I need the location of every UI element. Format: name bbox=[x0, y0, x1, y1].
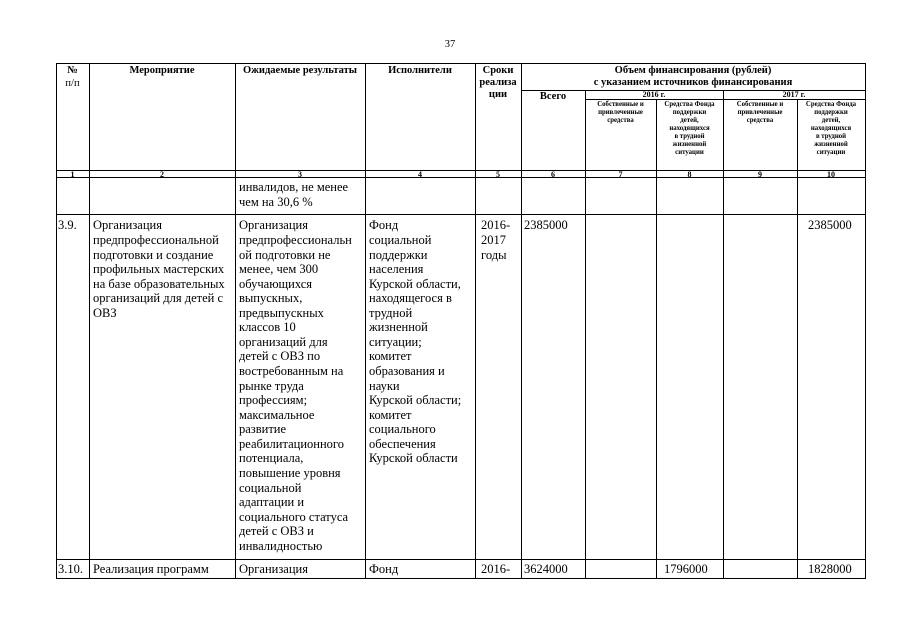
row39-executors-line: социального bbox=[369, 422, 436, 436]
row39-event-line: предпрофессиональной bbox=[93, 233, 219, 247]
header-fund-2017-1: Средства Фонда bbox=[805, 101, 857, 108]
row39-terms-line: 2017 bbox=[481, 233, 506, 247]
row39-executors-line: ситуации; bbox=[369, 335, 422, 349]
row39-results-line: повышение уровня bbox=[239, 466, 341, 480]
row39-results-line: востребованным на bbox=[239, 364, 344, 378]
row310-number: 3.10. bbox=[58, 562, 83, 576]
row39-results-line: выпускных, bbox=[239, 291, 303, 305]
header-fund-2016-3: детей, bbox=[680, 117, 699, 124]
header-fund-2016-7: ситуации bbox=[675, 149, 704, 156]
col-number-1: 1 bbox=[70, 170, 75, 179]
row39-executors-line: образования и bbox=[369, 364, 445, 378]
row39-executors-line: науки bbox=[369, 379, 400, 393]
header-fund-2016-4: находящихся bbox=[669, 125, 710, 132]
row39-results-line: Организация bbox=[239, 218, 308, 232]
row39-executors-line: жизненной bbox=[369, 320, 428, 334]
header-year-2016: 2016 г. bbox=[642, 90, 666, 99]
row310-terms: 2016- bbox=[481, 562, 511, 576]
header-fund-2017-6: жизненной bbox=[814, 141, 848, 148]
header-fund-2017-2: поддержки bbox=[814, 109, 848, 116]
row39-fund-2017: 2385000 bbox=[808, 218, 852, 232]
header-own-2017-3: средства bbox=[746, 117, 774, 124]
row39-number: 3.9. bbox=[58, 218, 77, 232]
row39-executors-line: поддержки bbox=[369, 248, 428, 262]
header-fund-2016-6: жизненной bbox=[672, 141, 707, 148]
row0-results-line-2: чем на 30,6 % bbox=[239, 195, 313, 209]
row39-executors-line: Фонд bbox=[369, 218, 399, 232]
row39-results-line: предпрофессиональн bbox=[239, 233, 352, 247]
header-own-2016-3: средства bbox=[607, 117, 634, 124]
header-fund-2017-3: детей, bbox=[821, 117, 841, 124]
header-no-sub: п/п bbox=[65, 78, 80, 89]
row39-executors-line: социальной bbox=[369, 233, 432, 247]
col-number-9: 9 bbox=[758, 170, 762, 179]
row39-executors-line: Курской области bbox=[369, 451, 458, 465]
row39-results-line: максимальное bbox=[239, 408, 315, 422]
row39-event-line: организаций для детей с bbox=[93, 291, 223, 305]
row39-event-line: профильных мастерских bbox=[93, 262, 225, 276]
header-fund-2017-4: находящихся bbox=[810, 125, 852, 132]
header-event: Мероприятие bbox=[129, 65, 195, 76]
header-fund-2016-1: Средства Фонда bbox=[664, 101, 715, 108]
row39-executors-line: комитет bbox=[369, 408, 412, 422]
col-number-7: 7 bbox=[618, 170, 623, 179]
header-terms-2: реализа bbox=[479, 77, 517, 88]
row310-event: Реализация программ bbox=[93, 562, 209, 576]
row39-event-line: ОВЗ bbox=[93, 306, 117, 320]
row0-results-line-1: инвалидов, не менее bbox=[239, 180, 349, 194]
row39-event-line: на базе образовательных bbox=[93, 277, 225, 291]
header-executors: Исполнители bbox=[388, 65, 452, 76]
row310-executors: Фонд bbox=[369, 562, 399, 576]
row39-executors-line: обеспечения bbox=[369, 437, 436, 451]
row39-results-line: обучающихся bbox=[239, 277, 313, 291]
header-fund-2016-2: поддержки bbox=[672, 109, 707, 116]
row39-results-line: предвыпускных bbox=[239, 306, 324, 320]
row39-executors-line: населения bbox=[369, 262, 424, 276]
col-number-4: 4 bbox=[418, 170, 422, 179]
row39-results-line: классов 10 bbox=[239, 320, 296, 334]
col-number-6: 6 bbox=[551, 170, 555, 179]
row39-results-line: адаптации и bbox=[239, 495, 305, 509]
header-own-2017-2: привлеченные bbox=[737, 109, 783, 116]
header-terms-3: ции bbox=[488, 89, 508, 100]
row39-event-line: подготовки и создание bbox=[93, 248, 214, 262]
row39-total: 2385000 bbox=[524, 218, 568, 232]
col-number-2: 2 bbox=[160, 170, 164, 179]
row39-results-line: социальной bbox=[239, 481, 302, 495]
col-number-3: 3 bbox=[298, 170, 302, 179]
page-number: 37 bbox=[444, 39, 456, 50]
row39-executors-line: Курской области; bbox=[369, 393, 462, 407]
row39-terms-line: 2016- bbox=[481, 218, 511, 232]
row39-results-line: менее, чем 300 bbox=[239, 262, 319, 276]
header-no: № bbox=[67, 65, 78, 76]
row39-results-line: детей с ОВЗ по bbox=[239, 349, 321, 363]
row310-results: Организация bbox=[239, 562, 308, 576]
row39-results-line: детей с ОВЗ и bbox=[239, 524, 314, 538]
row39-executors-line: Курской области, bbox=[369, 277, 461, 291]
header-own-2016-1: Собственные и bbox=[597, 101, 644, 108]
row310-fund-2016: 1796000 bbox=[664, 562, 708, 576]
row39-results-line: инвалидностью bbox=[239, 539, 323, 553]
header-funding-2: с указанием источников финансирования bbox=[593, 77, 793, 88]
row310-total: 3624000 bbox=[524, 562, 568, 576]
row39-executors-line: комитет bbox=[369, 349, 412, 363]
row39-results-line: развитие bbox=[239, 422, 287, 436]
col-number-5: 5 bbox=[496, 170, 500, 179]
row39-results-line: ой подготовки не bbox=[239, 248, 331, 262]
header-own-2017-1: Собственные и bbox=[736, 101, 784, 108]
col-number-10: 10 bbox=[827, 170, 835, 179]
header-year-2017: 2017 г. bbox=[782, 90, 806, 99]
header-fund-2016-5: в трудной bbox=[674, 133, 705, 140]
row39-results-line: организаций для bbox=[239, 335, 328, 349]
header-fund-2017-7: ситуации bbox=[816, 149, 846, 156]
row39-results-line: реабилитационного bbox=[239, 437, 344, 451]
header-own-2016-2: привлеченные bbox=[598, 109, 643, 116]
header-terms-1: Сроки bbox=[482, 65, 514, 76]
row39-event-line: Организация bbox=[93, 218, 162, 232]
row39-executors-line: находящегося в bbox=[369, 291, 452, 305]
header-fund-2017-5: в трудной bbox=[815, 133, 847, 140]
row39-results-line: рынке труда bbox=[239, 379, 304, 393]
header-total: Всего bbox=[539, 91, 567, 102]
header-results: Ожидаемые результаты bbox=[243, 65, 357, 76]
row39-executors-line: трудной bbox=[369, 306, 413, 320]
row39-results-line: социального статуса bbox=[239, 510, 349, 524]
row39-terms-line: годы bbox=[481, 248, 507, 262]
header-funding-1: Объем финансирования (рублей) bbox=[614, 65, 772, 76]
row310-fund-2017: 1828000 bbox=[808, 562, 852, 576]
row39-results-line: профессиям; bbox=[239, 393, 308, 407]
row39-results-line: потенциала, bbox=[239, 451, 304, 465]
col-number-8: 8 bbox=[687, 170, 692, 179]
